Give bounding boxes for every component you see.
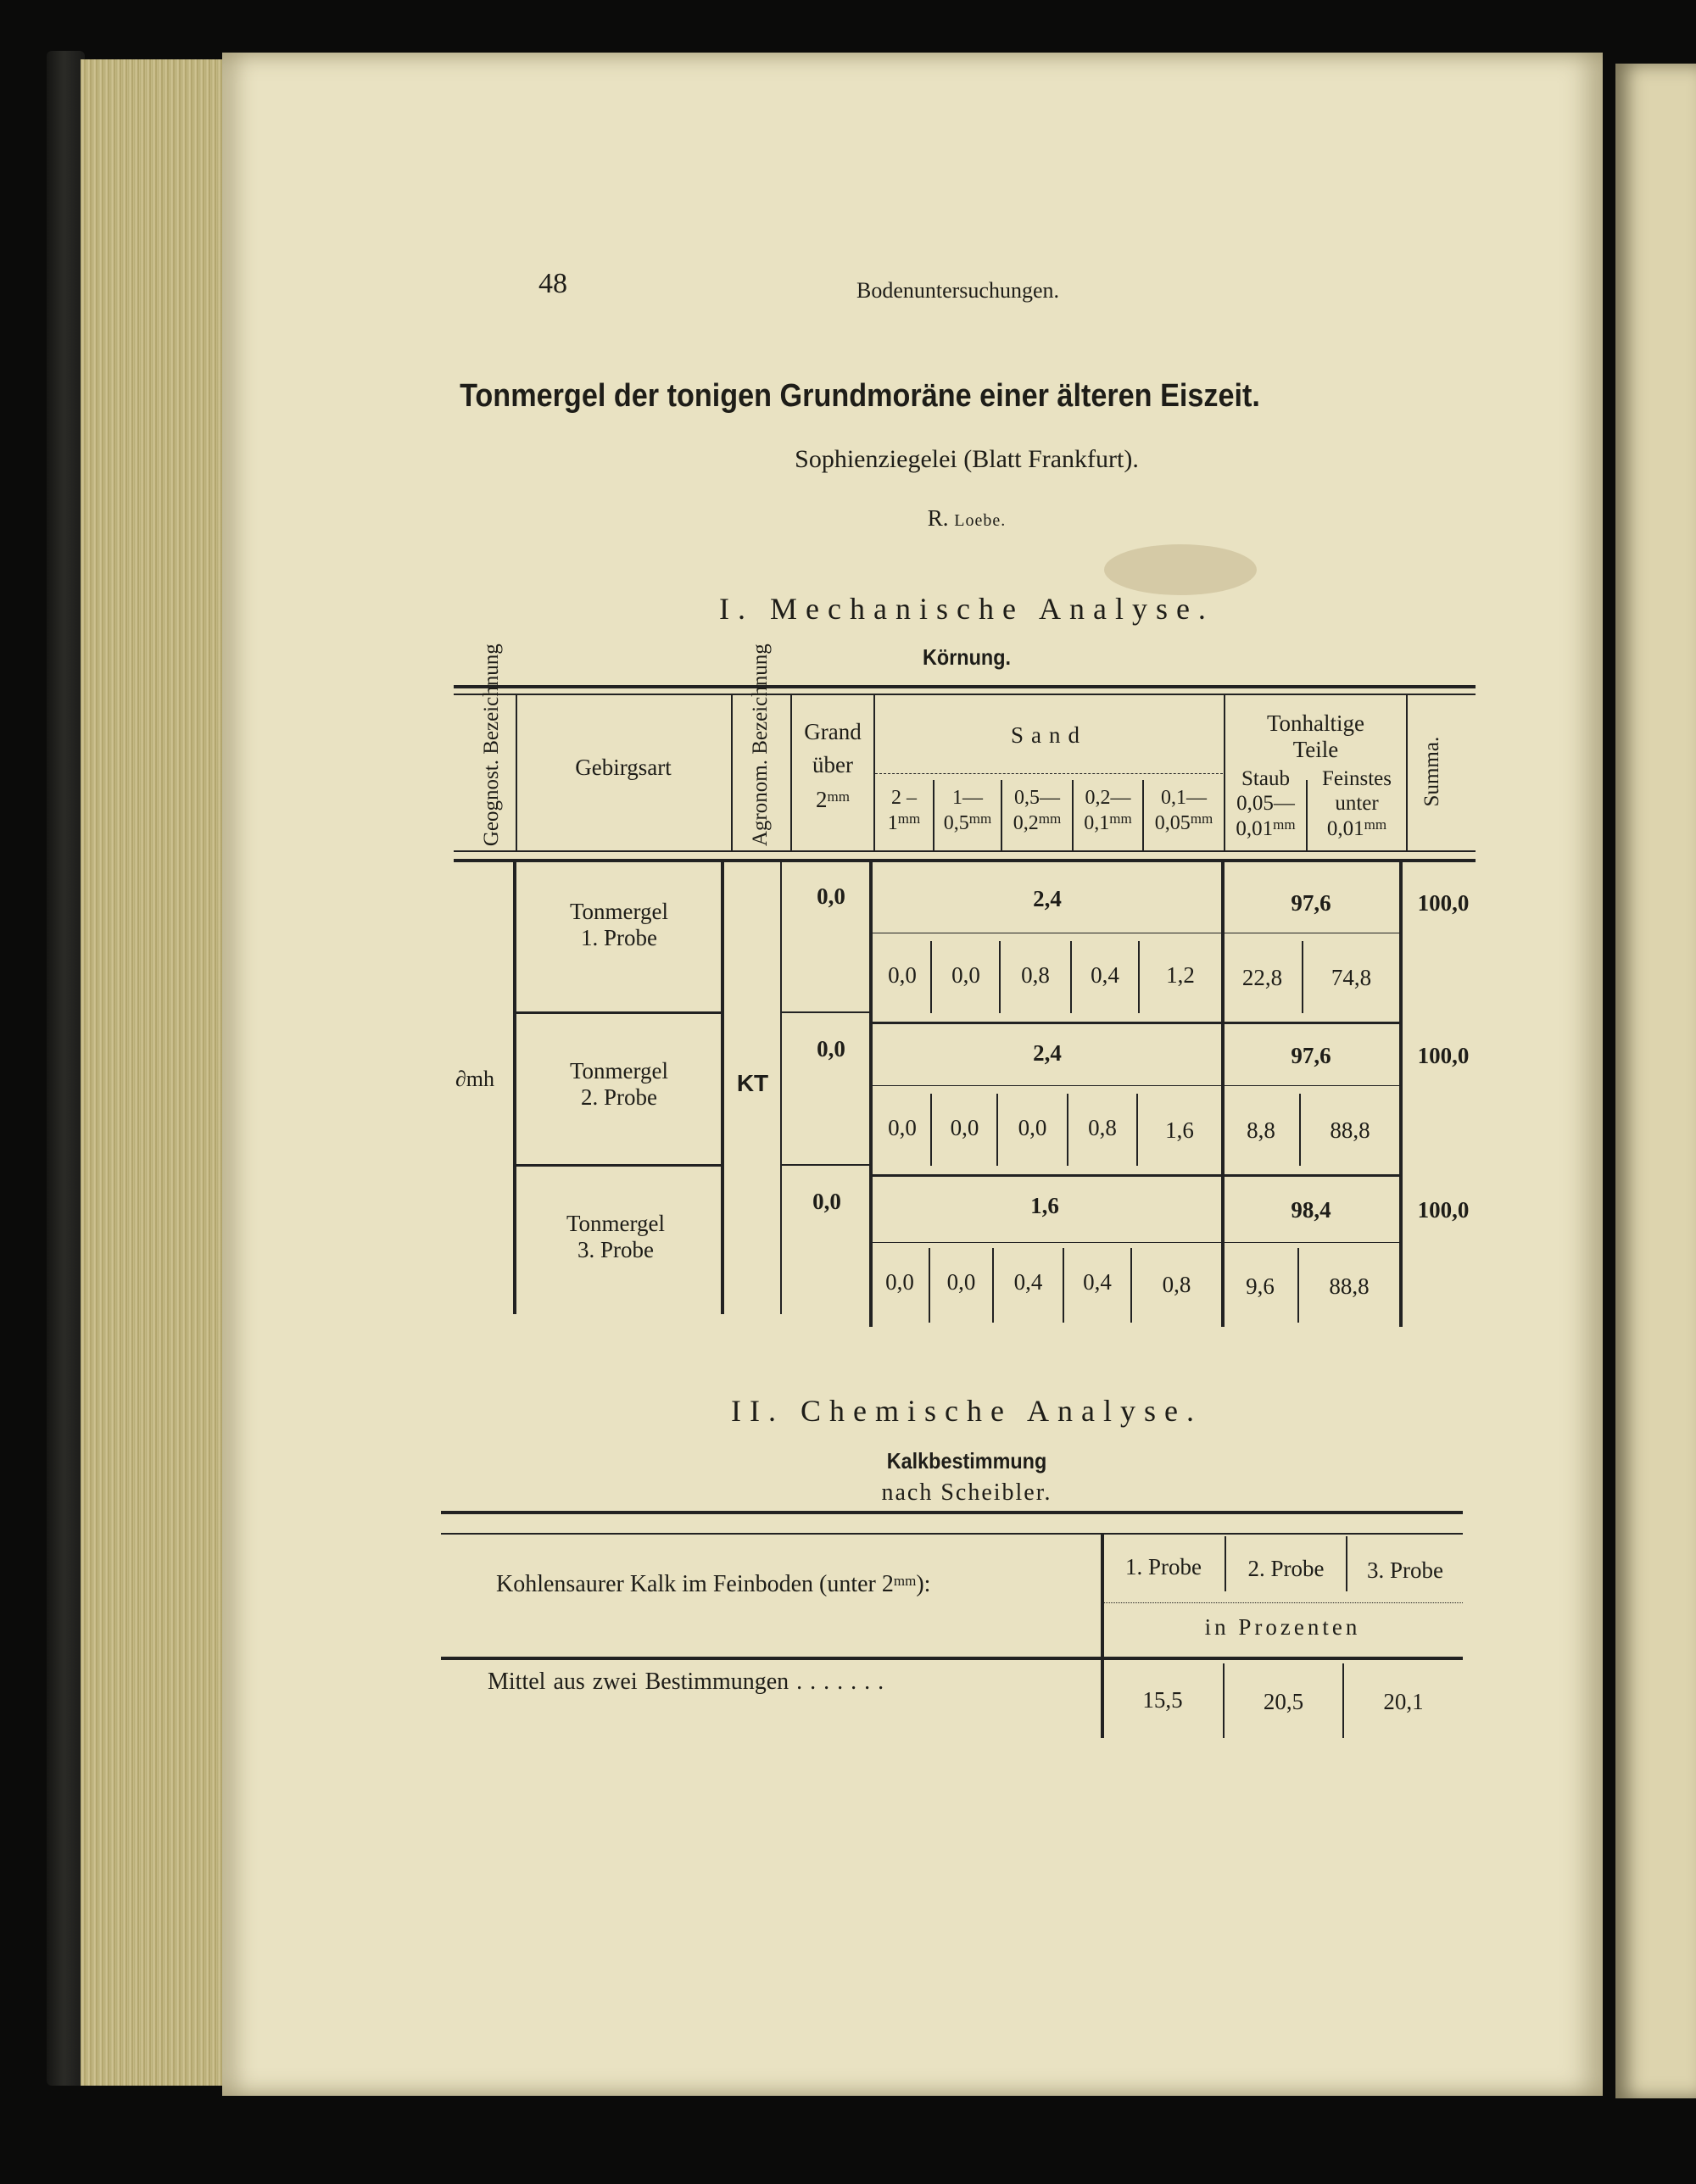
summa-value: 100,0 [1417, 890, 1470, 916]
section-heading-chemical: II. Chemische Analyse. [731, 1394, 1202, 1428]
sand-value: 0,0 [951, 962, 980, 988]
unit: mm [897, 810, 921, 827]
kalk-row-label [496, 1571, 930, 1598]
row-name [517, 899, 721, 951]
unit: mm [1364, 816, 1387, 833]
sub-rule [871, 1085, 1221, 1086]
agronom-value: KT [736, 1070, 769, 1096]
col-line [731, 695, 733, 850]
row-name-line: Tonmergel [566, 1211, 666, 1236]
row-rule [1223, 1022, 1401, 1024]
kalk-value: 20,5 [1263, 1689, 1304, 1714]
col-line [780, 861, 782, 1314]
staub-value: 22,8 [1241, 965, 1283, 990]
header-sand: Sand [1011, 722, 1087, 748]
book-page [222, 53, 1603, 2096]
row-name-line: 1. Probe [581, 925, 657, 951]
sand-value: 0,8 [1021, 962, 1050, 988]
section-subheading-koernung: Körnung. [923, 644, 1011, 670]
sand-value: 0,0 [888, 962, 917, 988]
col-line [1399, 861, 1403, 1327]
running-head: Bodenuntersuchungen. [856, 278, 1060, 303]
header-sand-col-from: 2 – [891, 787, 917, 809]
header-sand-col-from: 0,5— [1014, 787, 1060, 809]
summa-value: 100,0 [1417, 1197, 1470, 1223]
feinstes-value: 74,8 [1331, 965, 1372, 990]
header-sand-col [1074, 787, 1142, 835]
row-rule [515, 1011, 722, 1014]
table-rule [441, 1533, 1463, 1535]
row-rule [782, 1011, 869, 1013]
header-sand-col-to: 0,1 [1084, 811, 1110, 834]
header-feinstes [1308, 767, 1406, 841]
header-staub-line: 0,05— [1236, 791, 1295, 815]
author-initial: R. [927, 505, 949, 531]
kalk-row-label-end: ): [916, 1571, 931, 1597]
sub-rule [871, 1242, 1221, 1243]
header-summa: Summa. [1420, 736, 1443, 807]
geognost-value: ∂mh [455, 1067, 495, 1091]
header-grand [792, 719, 873, 813]
unit: mm [1109, 810, 1132, 827]
unit: mm [893, 1573, 917, 1589]
header-gebirgsart: Gebirgsart [575, 755, 672, 780]
col-line [869, 861, 873, 1327]
header-feinstes-line: unter [1335, 791, 1379, 815]
ton-total: 98,4 [1291, 1197, 1331, 1223]
header-sand-col-from: 1— [952, 787, 983, 809]
header-feinstes-line: 0,01 [1326, 816, 1364, 840]
ton-total: 97,6 [1291, 890, 1331, 916]
sand-value: 0,4 [1083, 1269, 1112, 1295]
kalk-value: 15,5 [1142, 1687, 1183, 1713]
stain [1104, 544, 1257, 595]
sand-value: 0,0 [946, 1269, 976, 1295]
subtitle: Sophienziegelei (Blatt Frankfurt). [795, 445, 1139, 473]
section-heading-mechanical: I. Mechanische Analyse. [719, 592, 1214, 626]
page-edges [81, 59, 226, 2086]
sand-value: 1,2 [1166, 962, 1195, 988]
col-header: 1. Probe [1125, 1554, 1202, 1580]
sand-value: 0,8 [1088, 1115, 1117, 1140]
header-sand-col-to: 0,2 [1013, 811, 1039, 834]
summa-value: 100,0 [1417, 1043, 1470, 1068]
facing-page [1615, 64, 1696, 2098]
col-line [1221, 861, 1225, 1327]
header-sand-col-to: 1 [887, 811, 898, 834]
col-line [721, 861, 724, 1314]
unit: mm [1273, 816, 1296, 833]
header-grand-line: Grand [804, 719, 862, 744]
sub-rule [1223, 1242, 1399, 1243]
sub-rule [1223, 1085, 1399, 1086]
author-name: Loebe. [954, 511, 1007, 530]
sand-total: 1,6 [1030, 1193, 1059, 1218]
grand-value: 0,0 [812, 1189, 841, 1214]
row-rule [515, 1164, 722, 1167]
kalk-value: 20,1 [1383, 1689, 1424, 1714]
header-grand-line: über [812, 752, 853, 778]
unit: mm [1190, 810, 1213, 827]
table-rule [454, 850, 1476, 852]
table-rule [454, 694, 1476, 695]
header-sand-col-from: 0,2— [1085, 787, 1131, 809]
feinstes-value: 88,8 [1329, 1273, 1370, 1299]
feinstes-value: 88,8 [1330, 1117, 1370, 1143]
staub-value: 9,6 [1246, 1273, 1275, 1299]
method-note: nach Scheibler. [881, 1479, 1052, 1506]
header-sand-col-to: 0,05 [1154, 811, 1191, 834]
sand-value: 0,0 [888, 1115, 917, 1140]
row-name [517, 1058, 721, 1111]
ton-total: 97,6 [1291, 1043, 1331, 1068]
table-rule [441, 1511, 1463, 1514]
grand-value: 0,0 [817, 1036, 845, 1061]
sand-value: 0,0 [1018, 1115, 1047, 1140]
col-header: 2. Probe [1247, 1556, 1325, 1581]
header-feinstes-line: Feinstes [1322, 767, 1392, 790]
col-header: 3. Probe [1367, 1557, 1443, 1583]
sand-value: 0,0 [885, 1269, 914, 1295]
table-rule [1102, 1602, 1463, 1603]
header-agronom: Agronom. Bezeichnung [748, 644, 772, 847]
sand-value: 0,8 [1162, 1272, 1191, 1297]
header-tonhaltige-line: Tonhaltige [1266, 710, 1365, 736]
staub-value: 8,8 [1247, 1117, 1275, 1143]
table-rule [454, 859, 1476, 862]
page-title: Tonmergel der tonigen Grundmoräne einer älteren Eiszeit. [460, 378, 1260, 414]
header-tonhaltige [1225, 710, 1406, 763]
sand-total: 2,4 [1033, 886, 1062, 911]
row-name-line: Tonmergel [569, 899, 669, 924]
sand-value: 0,4 [1091, 962, 1119, 988]
header-sand-col [875, 787, 933, 835]
header-sand-col [1144, 787, 1224, 835]
unit: mm [1038, 810, 1062, 827]
header-sand-col-from: 0,1— [1161, 787, 1207, 809]
row-rule [782, 1164, 869, 1166]
header-sand-col [1002, 787, 1072, 835]
row-name-line: 2. Probe [581, 1084, 657, 1111]
unit-label: in Prozenten [1204, 1614, 1361, 1640]
header-staub-line: 0,01 [1236, 816, 1274, 840]
row-name [514, 1211, 717, 1263]
header-sand-col [934, 787, 1001, 835]
book-spine [47, 51, 85, 2086]
author [0, 505, 1696, 532]
row-name-line: Tonmergel [569, 1058, 669, 1084]
sand-total: 2,4 [1033, 1040, 1062, 1066]
col-line [1406, 695, 1408, 850]
table-rule [441, 1657, 1463, 1660]
unit: mm [827, 788, 850, 805]
grand-value: 0,0 [817, 883, 845, 909]
sand-value: 0,4 [1013, 1269, 1043, 1295]
table-rule [454, 685, 1476, 688]
header-staub [1225, 767, 1306, 841]
header-tonhaltige-line: Teile [1292, 737, 1339, 763]
page-number: 48 [538, 268, 567, 299]
row-name-line: 3. Probe [577, 1237, 654, 1263]
sand-subrule [875, 773, 1223, 774]
sand-value: 0,0 [950, 1115, 979, 1140]
sand-value: 1,6 [1165, 1117, 1194, 1143]
header-grand-line: 2 [816, 787, 828, 813]
section-subheading-kalk: Kalkbestimmung [886, 1448, 1047, 1474]
kalk-row-label-text: Kohlensaurer Kalk im Feinboden (unter 2 [496, 1571, 894, 1597]
header-staub-line: Staub [1241, 767, 1290, 790]
row-rule [871, 1174, 1399, 1177]
header-geognost: Geognost. Bezeichnung [479, 644, 503, 847]
header-sand-col-to: 0,5 [943, 811, 969, 834]
unit: mm [968, 810, 992, 827]
mittel-label: Mittel aus zwei Bestimmungen . . . . . . . [488, 1669, 884, 1695]
